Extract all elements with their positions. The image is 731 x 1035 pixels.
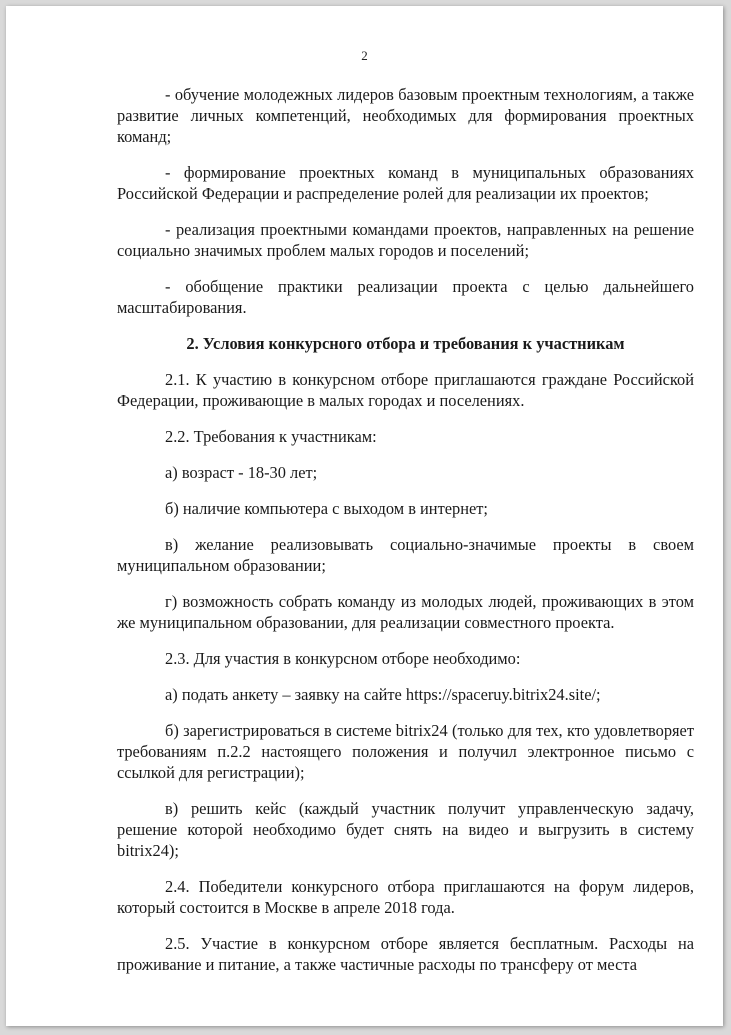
clause-2-3: 2.3. Для участия в конкурсном отборе необходимо: [165,649,521,668]
goal-item-2: - формирование проектных команд в муниципальных образованиях Российской Федерации и распределение ролей для реализации их проектов; [117,163,694,203]
page-number: 2 [361,48,368,63]
goal-item-1: - обучение молодежных лидеров базовым проектным технологиям, а также развитие личных компетенций, необходимых для формирования проектных команд; [117,85,694,146]
clause-2-2-a: а) возраст - 18-30 лет; [165,463,318,482]
document-page [6,6,723,1026]
section-heading: 2. Условия конкурсного отбора и требования к участникам [186,334,625,353]
clause-2-3-b: б) зарегистрироваться в системе bitrix24 (только для тех, кто удовлетворяет требованиям п.2.2 настоящего положения и получил электронное письмо с ссылкой для регистрации); [117,721,694,782]
clause-2-5: 2.5. Участие в конкурсном отборе является бесплатным. Расходы на проживание и питание, а также частичные расходы по трансферу от места [117,934,694,974]
clause-2-2: 2.2. Требования к участникам: [165,427,377,446]
clause-2-4: 2.4. Победители конкурсного отбора приглашаются на форум лидеров, который состоится в Москве в апреле 2018 года. [117,877,694,917]
clause-2-2-v: в) желание реализовывать социально-значимые проекты в своем муниципальном образовании; [117,535,694,575]
clause-2-3-v: в) решить кейс (каждый участник получит управленческую задачу, решение которой необходимо будет снять на видео и выгрузить в систему bitrix24); [117,799,694,860]
clause-2-3-a: а) подать анкету – заявку на сайте https://spaceruy.bitrix24.site/; [165,685,601,704]
goal-item-3: - реализация проектными командами проектов, направленных на решение социально значимых проблем малых городов и поселений; [117,220,694,260]
clause-2-2-g: г) возможность собрать команду из молодых людей, проживающих в этом же муниципальном образовании, для реализации совместного проекта. [117,592,694,632]
clause-2-2-b: б) наличие компьютера с выходом в интернет; [165,499,488,518]
document-body [117,84,694,975]
goal-item-4: - обобщение практики реализации проекта с целью дальнейшего масштабирования. [117,277,694,317]
clause-2-1: 2.1. К участию в конкурсном отборе приглашаются граждане Российской Федерации, проживающие в малых городах и поселениях. [117,370,694,410]
